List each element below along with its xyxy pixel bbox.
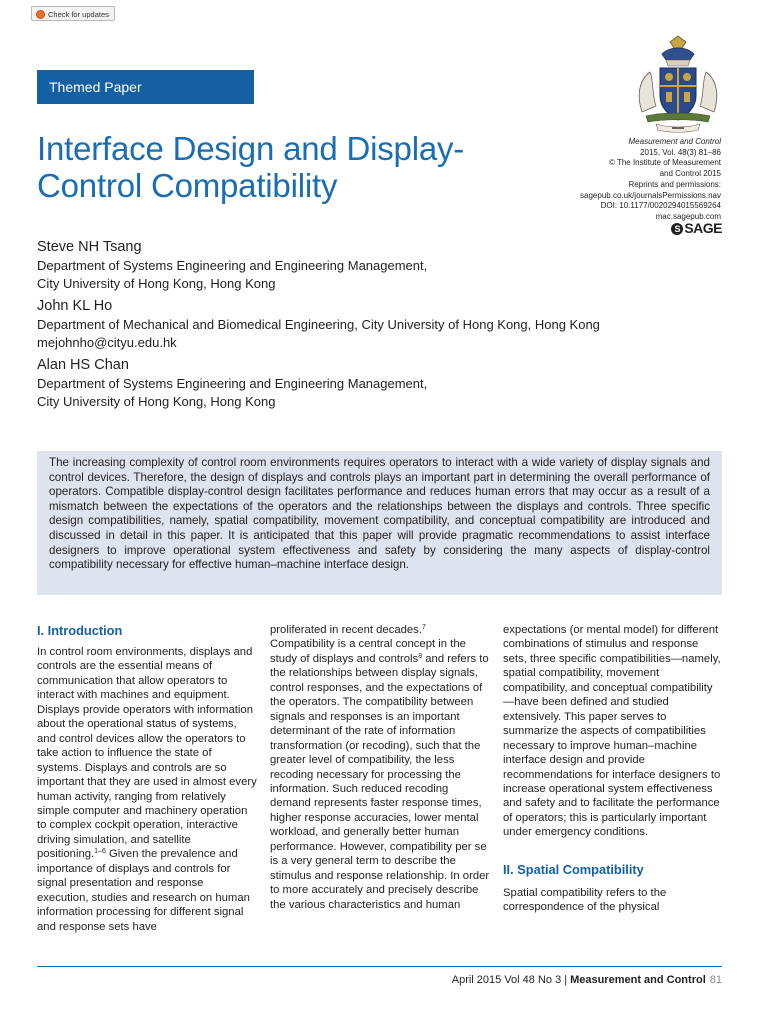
author-affiliation: City University of Hong Kong, Hong Kong (37, 275, 276, 291)
journal-name: Measurement and Control (628, 137, 721, 146)
check-for-updates-label: Check for updates (48, 10, 109, 19)
body-text: and refers to the relationships between display signals, control responses, and the expectations of the operators. The compatibility between signals and responses is an important determinant of the rate of information transformation (or recoding), such that the greater level of compatibility, the less recoding necessary for processing the information. Such reduced recoding demand represents faster response times, higher response accuracies, lower mental workload, and generally better human performance. However, compatibility per se is a very general term to describe the stimulus and response relationship. In order to more accurately and precisely describe the various characteristics and human (270, 652, 490, 911)
institute-crest-logo (632, 34, 724, 134)
abstract-box (37, 451, 722, 595)
sage-logo-mark: S (671, 223, 683, 235)
copyright-line-2: and Control 2015 (659, 169, 721, 179)
footer-journal-name: Measurement and Control (570, 974, 706, 986)
body-text: Given the prevalence and importance of displays and controls for signal presentation and response execution, studies and research on human information processing for different signal and response sets have (37, 848, 250, 933)
journal-citation: 2015, Vol. 48(3) 81–86 (640, 147, 721, 157)
check-for-updates-button[interactable] (31, 6, 115, 21)
body-column-2 (270, 623, 490, 912)
journal-info (540, 137, 721, 223)
page-number: 81 (709, 974, 722, 986)
author-name: Steve NH Tsang (37, 239, 142, 255)
body-column-1 (37, 623, 257, 934)
author-list (37, 238, 677, 410)
permissions-link[interactable]: sagepub.co.uk/journalsPermissions.nav (580, 190, 721, 200)
reprints-label: Reprints and permissions: (628, 179, 721, 189)
page-footer (300, 973, 722, 987)
abstract-text: The increasing complexity of control room environments requires operators to interact with a wide variety of display signals and control devices. Therefore, the design of displays and controls plays an important part in determining the overall performance of operators. Compatible display-control design facilitates performance and reduces human errors that may occur as a result of a mismatch between the expectations of the operators and the relationships between the displays and controls. Three specific design compatibilities, namely, spatial compatibility, movement compatibility, and conceptual compatibility are introduced and discussed in detail in this paper. It is anticipated that this paper will provide pragmatic recommendations to assist interface designers to improve operational system effectiveness and safety by considering the many aspects of display-control compatibility necessary for effective human–machine interface design. (49, 456, 710, 572)
author-affiliation: Department of Systems Engineering and Engineering Management, (37, 258, 428, 273)
author-affiliation: Department of Systems Engineering and Engineering Management, (37, 376, 428, 391)
body-paragraph (37, 645, 257, 934)
crossmark-icon (36, 10, 45, 19)
section-label: Themed Paper (37, 70, 254, 104)
author-name: Alan HS Chan (37, 357, 129, 373)
author-affiliation: Department of Mechanical and Biomedical Engineering, City University of Hong Kong, Hong Kong (37, 317, 600, 332)
body-text: Compatibility is a central concept in the study of displays and controls (270, 638, 466, 665)
author-affiliation: City University of Hong Kong, Hong Kong (37, 393, 276, 409)
citation-ref[interactable]: 7 (421, 624, 426, 631)
body-paragraph: expectations (or mental model) for different combinations of stimulus and response sets, three specific compatibilities—namely, spatial compatibility, movement compatibility, and conceptual compatibility—have been defined and studied extensively. This paper serves to summarize the aspects of compatibilities necessary to improve human–machine interface design and provide recommendations for interface designers to increase operational system effectiveness and safety and to facilitate the performance of operators; this is particularly important under emergency conditions. (503, 624, 721, 839)
journal-website-link[interactable]: mac.sagepub.com (655, 211, 721, 221)
footer-divider (37, 966, 722, 967)
sage-logo (640, 220, 722, 236)
section-heading-spatial-compatibility: II. Spatial Compatibility (503, 861, 644, 877)
section-heading-introduction: I. Introduction (37, 623, 123, 638)
body-text: In control room environments, displays and controls are the essential means of communication that allow operators to interact with machines and equipment. Displays provide operators with information about the operational status of systems, and control devices allow the operators to take action to influence the state of systems. Displays and controls are so important that they are used in almost every human activity, ranging from relatively simple computer and machinery operation to complex cockpit operation, interactive driving simulation, and satellite positioning. (37, 646, 257, 861)
citation-ref[interactable]: 8 (418, 652, 423, 660)
doi-link[interactable]: DOI: 10.1177/0020294015569264 (600, 201, 721, 211)
sage-logo-text: SAGE (684, 220, 722, 236)
footer-issue: April 2015 Vol 48 No 3 (451, 974, 562, 986)
body-column-3 (503, 623, 723, 915)
body-paragraph: Spatial compatibility refers to the correspondence of the physical (503, 886, 667, 914)
author-name: John KL Ho (37, 298, 113, 314)
citation-ref[interactable]: 1–6 (94, 848, 106, 856)
article-title: Interface Design and Display-Control Compatibility (37, 130, 465, 204)
footer-separator: | (564, 974, 568, 986)
author-email-link[interactable]: mejohnho@cityu.edu.hk (37, 334, 177, 350)
body-paragraph (270, 623, 490, 912)
copyright-line: © The Institute of Measurement (608, 158, 721, 168)
body-text: proliferated in recent decades. (270, 624, 422, 636)
